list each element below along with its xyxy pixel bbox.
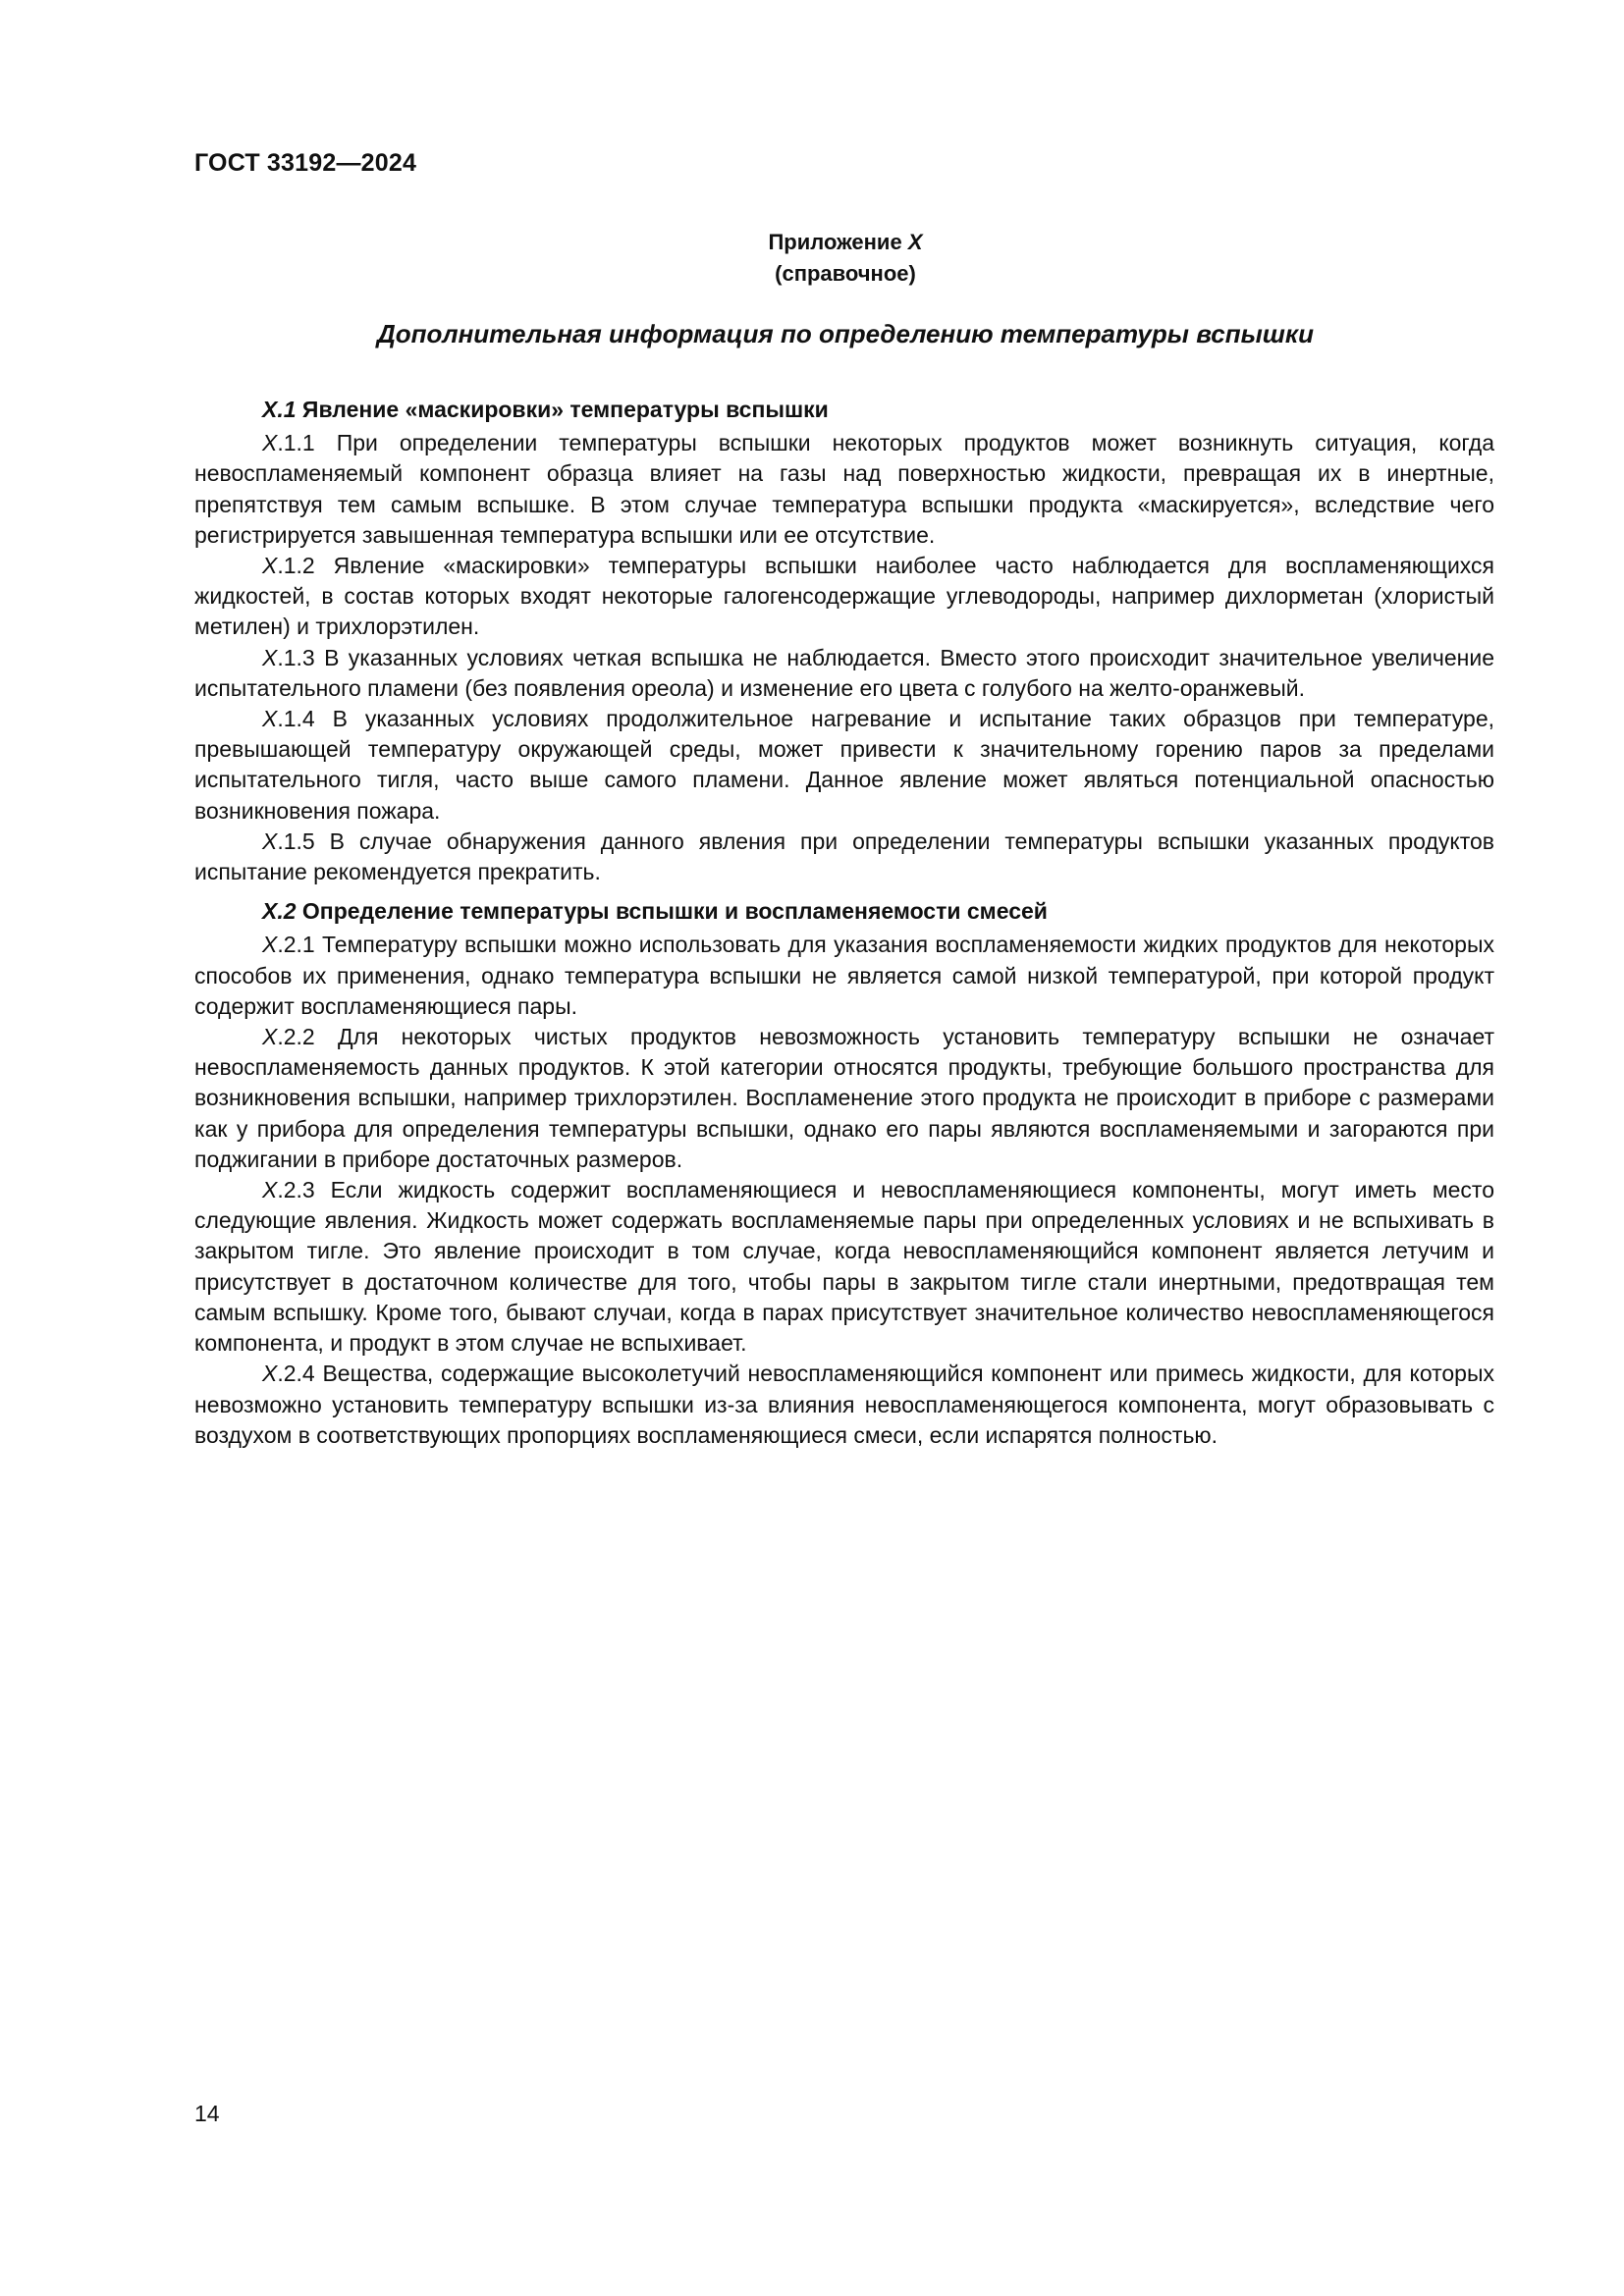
document-code: ГОСТ 33192—2024 xyxy=(194,149,417,177)
paragraph-text: Температуру вспышки можно использовать для указания воспламеняемости жидких продуктов для некоторых способов их применения, однако температура вспышки не является самой низкой температурой, при которой продукт содержит воспламеняющиеся пары. xyxy=(194,932,1495,1019)
paragraph-text: Для некоторых чистых продуктов невозможность установить температуру вспышки не означает невоспламеняемость данных продуктов. К этой категории относятся продукты, требующие большого пространства для возникновения вспышки, например трихлорэтилен. Воспламенение этого продукта не происходит в приборе с размерами как у прибора для определения температуры вспышки, однако его пары являются воспламеняемыми и загораются при поджигании в приборе достаточных размеров. xyxy=(194,1024,1495,1172)
paragraph-number: .1.5 xyxy=(277,828,315,854)
paragraph-text: Вещества, содержащие высоколетучий невоспламеняющийся компонент или примесь жидкости, для которых невозможно установить температуру вспышки из-за влияния невоспламеняющегося компонента, могут образовывать с воздухом в соответствующих пропорциях воспламеняющиеся смеси, если испарятся полностью. xyxy=(194,1361,1495,1448)
paragraph-number: .2.3 xyxy=(277,1177,315,1203)
paragraph-number: .2.2 xyxy=(277,1024,315,1050)
annex-heading xyxy=(194,227,1496,290)
paragraph-number-letter: X xyxy=(262,1177,278,1203)
page-number: 14 xyxy=(194,2101,220,2126)
document-body xyxy=(194,395,1494,1451)
paragraph-number: .1.3 xyxy=(277,644,315,670)
paragraph-number-letter: X xyxy=(262,1361,278,1387)
paragraph-text: При определении температуры вспышки некоторых продуктов может возникнуть ситуация, когда невоспламеняемый компонент образца влияет на газы над поверхностью жидкости, превращая их в инертные, препятствуя тем самым вспышке. В этом случае температура вспышки продукта «маскируется», вследствие чего регистрируется завышенная температура вспышки или ее отсутствие. xyxy=(194,430,1494,548)
section-number: X.2 xyxy=(262,898,297,925)
paragraph xyxy=(194,643,1494,704)
paragraph-text: Явление «маскировки» температуры вспышки наиболее часто наблюдается для воспламеняющихся жидкостей, в состав которых входят некоторые галогенсодержащие углеводороды, например дихлорметан (хлористый метилен) и трихлорэтилен. xyxy=(194,553,1494,640)
paragraph-number: .2.4 xyxy=(277,1361,315,1387)
paragraph xyxy=(194,1175,1494,1359)
paragraph-text: В указанных условиях четкая вспышка не наблюдается. Вместо этого происходит значительное увеличение испытательного пламени (без появления ореола) и изменение его цвета с голубого на желто-оранжевый. xyxy=(194,644,1494,701)
paragraph-number-letter: X xyxy=(262,553,278,579)
paragraph-number-letter: X xyxy=(262,644,278,670)
paragraph xyxy=(194,704,1494,827)
section-title: Явление «маскировки» температуры вспышки xyxy=(301,397,829,422)
annex-letter: X xyxy=(907,230,923,254)
section-heading xyxy=(194,395,1494,425)
paragraph-number-letter: X xyxy=(262,1024,278,1050)
paragraph xyxy=(194,930,1494,1022)
paragraph-number-letter: X xyxy=(262,430,278,456)
paragraph xyxy=(194,428,1494,551)
section-heading xyxy=(194,896,1494,927)
paragraph xyxy=(194,551,1494,643)
paragraph-number-letter: X xyxy=(262,828,278,854)
paragraph-number-letter: X xyxy=(262,932,278,958)
paragraph-number-letter: X xyxy=(262,706,278,732)
annex-status: (справочное) xyxy=(775,261,916,286)
section-number: X.1 xyxy=(262,397,297,422)
section-title: Определение температуры вспышки и воспламеняемости смесей xyxy=(301,898,1048,925)
paragraph xyxy=(194,1022,1494,1175)
paragraph xyxy=(194,827,1494,887)
paragraph-number: .1.1 xyxy=(277,430,315,456)
paragraph-number: .2.1 xyxy=(277,932,315,958)
paragraph-number: .1.2 xyxy=(277,553,315,579)
paragraph-text: В указанных условиях продолжительное нагревание и испытание таких образцов при температуре, превышающей температуру окружающей среды, может привести к значительному горению паров за пределами испытательного тигля, часто выше самого пламени. Данное явление может являться потенциальной опасностью возникновения пожара. xyxy=(194,706,1495,824)
annex-label: Приложение xyxy=(768,230,902,254)
paragraph-text: В случае обнаружения данного явления при определении температуры вспышки указанных продуктов испытание рекомендуется прекратить. xyxy=(194,828,1494,885)
paragraph-number: .1.4 xyxy=(277,706,315,732)
paragraph-text: Если жидкость содержит воспламеняющиеся и невоспламеняющиеся компоненты, могут иметь место следующие явления. Жидкость может содержать воспламеняемые пары при определенных условиях и не вспыхивать в закрытом тигле. Это явление происходит в том случае, когда невоспламеняющийся компонент является летучим и присутствует в достаточном количестве для того, чтобы пары в закрытом тигле стали инертными, предотвращая тем самым вспышку. Кроме того, бывают случаи, когда в парах присутствует значительное количество невоспламеняющегося компонента, и продукт в этом случае не вспыхивает. xyxy=(194,1177,1494,1357)
annex-title: Дополнительная информация по определению температуры вспышки xyxy=(377,319,1314,348)
annex-label-line xyxy=(194,227,1496,258)
paragraph xyxy=(194,1359,1494,1451)
